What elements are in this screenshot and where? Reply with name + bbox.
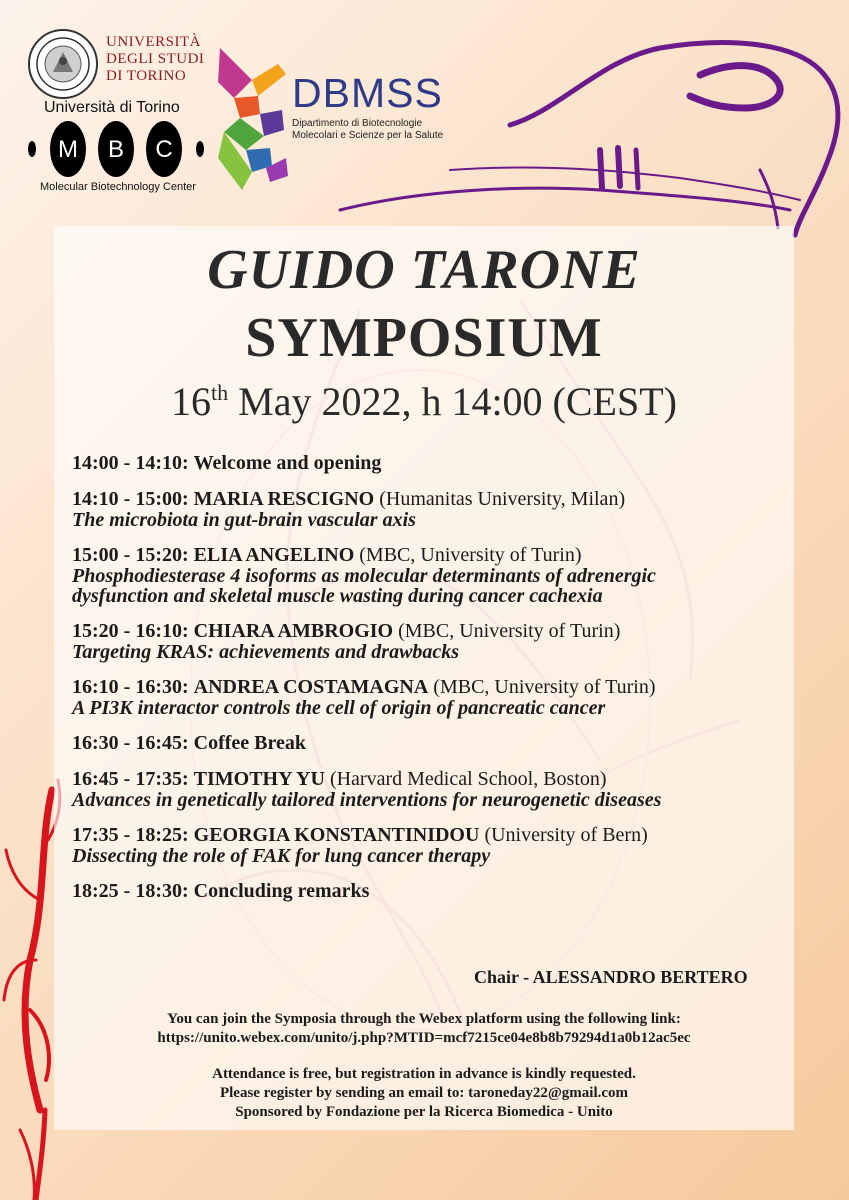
mbc-caption: Molecular Biotechnology Center [40,181,196,193]
header [0,0,849,210]
program-item: 17:35 - 18:25: GEORGIA KONSTANTINIDOU (University of Bern) Dissecting the role of FAK for lung cancer therapy [72,824,648,867]
mbc-logo-icon [24,120,206,178]
footer-sponsor: Sponsored by Fondazione per la Ricerca Biomedica - Unito [235,1104,613,1120]
program-item: 16:45 - 17:35: TIMOTHY YU (Harvard Medical School, Boston) Advances in genetically tailored interventions for neurogenetic diseases [72,768,662,811]
footer-info [54,1065,794,1122]
program-list [72,452,792,916]
event-date: 16th May 2022, h 14:00 (CEST) [171,379,677,424]
program-item: 14:00 - 14:10: Welcome and opening [72,452,382,474]
program-item: 18:25 - 18:30: Concluding remarks [72,880,370,902]
mbc-letter-c: C [155,136,173,163]
title-line-2: SYMPOSIUM [245,307,603,369]
program-item: 16:30 - 16:45: Coffee Break [72,732,307,754]
mbc-letter-m: M [58,136,78,163]
dbmss-subtitle: Dipartimento di Biotecnologie Molecolari e Scienze per la Salute [292,118,444,141]
university-name: UNIVERSITÀ DEGLI STUDI DI TORINO [106,34,205,84]
university-short-name: Università di Torino [44,99,180,116]
webex-text: You can join the Symposia through the Webex platform using the following link: [167,1011,681,1027]
chair-label: Chair - ALESSANDRO BERTERO [474,967,748,987]
dbmss-helix-icon [212,40,290,192]
program-item: 16:10 - 16:30: ANDREA COSTAMAGNA (MBC, University of Turin) A PI3K interactor controls the cell of origin of pancreatic cancer [72,676,656,719]
footer-register: Please register by sending an email to: taroneday22@gmail.com [219,1085,629,1101]
program-item: 15:00 - 15:20: ELIA ANGELINO (MBC, University of Turin) Phosphodiesterase 4 isoforms as molecular determinants of adrenergic dysfunction and skeletal muscle wasting during cancer cachexia [72,544,656,607]
webex-link[interactable]: https://unito.webex.com/unito/j.php?MTID=mcf7215ce04e8b8b79294d1a0b12ac5ec [157,1030,691,1046]
dbmss-name: DBMSS [292,70,443,116]
footer-attendance: Attendance is free, but registration in advance is kindly requested. [212,1066,636,1082]
program-item: 14:10 - 15:00: MARIA RESCIGNO (Humanitas University, Milan) The microbiota in gut-brain vascular axis [72,488,626,531]
program-item: 15:20 - 16:10: CHIARA AMBROGIO (MBC, University of Turin) Targeting KRAS: achievements and drawbacks [72,620,621,663]
title-line-1: GUIDO TARONE [207,239,641,301]
mbc-letter-b: B [107,136,125,163]
webex-info [54,1010,794,1048]
university-seal-icon [27,28,99,100]
